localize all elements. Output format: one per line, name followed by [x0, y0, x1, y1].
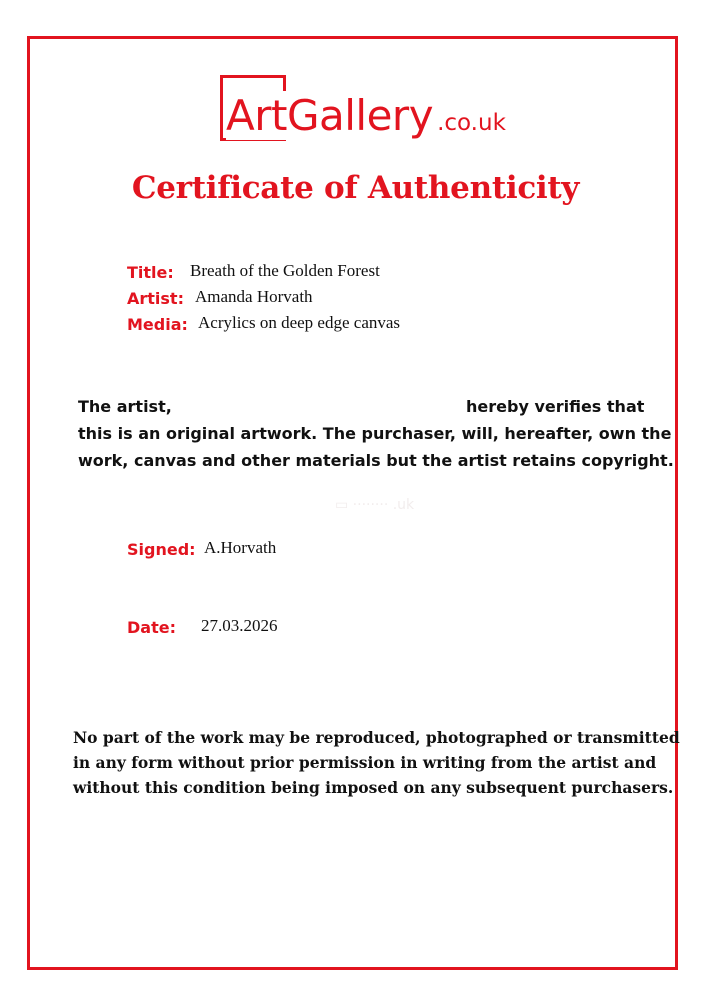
date-value: 27.03.2026 [201, 616, 278, 635]
title-value: Breath of the Golden Forest [190, 261, 380, 280]
verification-line-2: this is an original artwork. The purchaser, will, hereafter, own the [78, 424, 672, 443]
verification-line-3: work, canvas and other materials but the artist retains copyright. [78, 451, 674, 470]
media-value: Acrylics on deep edge canvas [198, 313, 401, 332]
signed-label: Signed: [127, 540, 196, 559]
logo-brand: ArtGallery [226, 91, 434, 140]
verification-statement [78, 393, 674, 474]
title-field [127, 263, 577, 287]
title-label: Title: [127, 263, 174, 282]
certificate-title: Certificate of Authenticity [131, 170, 580, 206]
artist-value: Amanda Horvath [195, 287, 313, 306]
verification-line-1 [78, 393, 645, 420]
faint-watermark: ▭ ········ .uk [335, 497, 415, 513]
copyright-line-3: without this condition being imposed on any subsequent purchasers. [73, 778, 674, 797]
date-field [127, 618, 577, 642]
logo-domain-suffix: .co.uk [437, 110, 506, 136]
verification-line-1-left: The artist, [78, 397, 172, 416]
date-label: Date: [127, 618, 176, 637]
copyright-line-1: No part of the work may be reproduced, photographed or transmitted [73, 728, 680, 747]
signed-value: A.Horvath [204, 538, 277, 557]
copyright-line-2: in any form without prior permission in writing from the artist and [73, 753, 657, 772]
media-field [127, 315, 577, 339]
logo-wordmark [226, 91, 506, 140]
artist-label: Artist: [127, 289, 184, 308]
artgallery-logo [220, 75, 540, 155]
artist-field [127, 289, 577, 313]
media-label: Media: [127, 315, 188, 334]
copyright-notice [73, 725, 680, 800]
signed-field [127, 540, 577, 564]
verification-line-1-right: hereby verifies that [466, 397, 645, 416]
